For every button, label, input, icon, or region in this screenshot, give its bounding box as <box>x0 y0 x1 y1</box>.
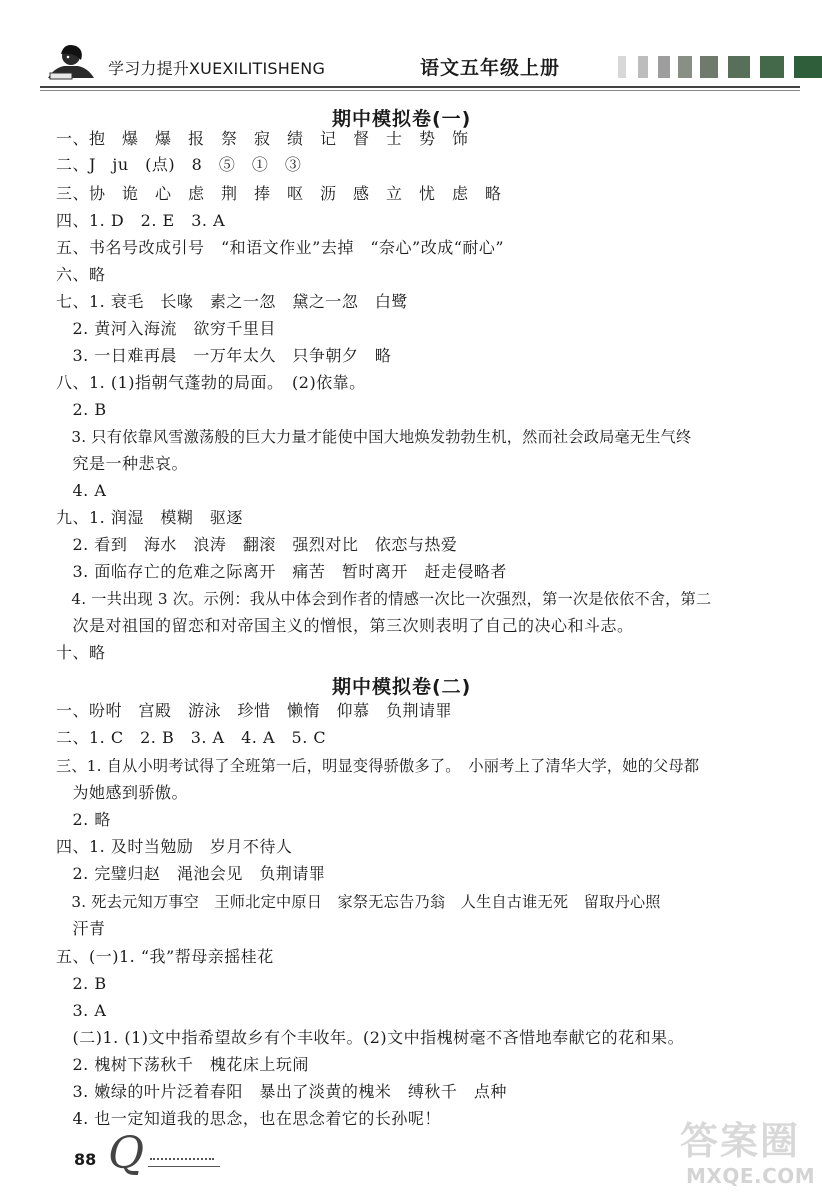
answer-line: 为她感到骄傲。 <box>56 783 189 802</box>
watermark <box>676 1110 816 1194</box>
answer-line: 汗青 <box>56 919 106 938</box>
footer-rule <box>148 1166 220 1167</box>
header-rule <box>40 86 800 88</box>
answer-line: 2. B <box>56 974 107 993</box>
answer-line: 次是对祖国的留恋和对帝国主义的憎恨，第三次则表明了自己的决心和斗志。 <box>56 616 634 635</box>
answer-line: 五、(一)1. “我”帮母亲摇桂花 <box>56 947 274 966</box>
answer-line: 一、吩咐 宫殿 游泳 珍惜 懒惰 仰慕 负荆请罪 <box>56 701 453 720</box>
decor-square <box>658 56 670 78</box>
answer-line: 4. 一共出现 3 次。示例：我从中体会到作者的情感一次比一次强烈，第一次是依依不舍，第二 <box>56 590 712 608</box>
answer-line: 十、略 <box>56 643 106 662</box>
answer-line: 究是一种悲哀。 <box>56 454 189 473</box>
answer-line: 二、J ju (点) 8 ⑤ ① ③ <box>56 155 302 174</box>
decor-square <box>618 56 626 78</box>
answer-line: 3. 死去元知万事空 王师北定中原日 家祭无忘告乃翁 人生自古谁无死 留取丹心照 <box>56 893 661 911</box>
footer-dotted-line <box>150 1158 214 1160</box>
answer-line: 六、略 <box>56 265 106 284</box>
decor-square <box>760 56 784 78</box>
brand-name: 学习力提升XUEXILITISHENG <box>108 59 326 78</box>
answer-line: 3. 只有依靠风雪激荡般的巨大力量才能使中国大地焕发勃勃生机，然而社会政局毫无生气终 <box>56 428 692 446</box>
answer-line: 2. 看到 海水 浪涛 翻滚 强烈对比 依恋与热爱 <box>56 535 458 554</box>
watermark-url: MXQE.COM <box>686 1164 816 1188</box>
book-title: 语文五年级上册 <box>420 57 561 79</box>
answer-line: (二)1. (1)文中指希望故乡有个丰收年。(2)文中指槐树毫不吝惜地奉献它的花和果。 <box>56 1028 685 1047</box>
answer-line: 4. 也一定知道我的思念，也在思念着它的长孙呢！ <box>56 1109 441 1128</box>
answer-line: 3. A <box>56 1001 107 1020</box>
header-rule-thin <box>40 90 800 91</box>
answer-line: 3. 嫩绿的叶片泛着春阳 暴出了淡黄的槐米 缚秋千 点种 <box>56 1082 507 1101</box>
answer-line: 一、抱 爆 爆 报 祭 寂 绩 记 督 士 势 饰 <box>56 129 469 148</box>
page-header <box>0 0 822 92</box>
answer-line: 3. 一日难再晨 一万年太久 只争朝夕 略 <box>56 346 392 365</box>
answer-line: 五、书名号改成引号 “和语文作业”去掉 “奈心”改成“耐心” <box>56 238 505 257</box>
decor-square <box>638 56 648 78</box>
footer-logo-q: Q <box>108 1128 145 1179</box>
section-title-midterm-1: 期中模拟卷(一) <box>332 108 472 130</box>
answer-line: 四、1. D 2. E 3. A <box>56 211 226 230</box>
answer-line: 三、协 诡 心 虑 荆 捧 呕 沥 感 立 忧 虑 略 <box>56 184 502 203</box>
decor-square <box>794 56 822 78</box>
answer-line: 2. 黄河入海流 欲穷千里目 <box>56 319 276 338</box>
answer-line: 三、1. 自从小明考试得了全班第一后，明显变得骄傲多了。 小丽考上了清华大学，她的父母都 <box>56 757 700 775</box>
answer-line: 八、1. (1)指朝气蓬勃的局面。 (2)依靠。 <box>56 373 366 392</box>
page-number: 88 <box>74 1150 97 1169</box>
decor-square <box>700 56 718 78</box>
section-title-midterm-2: 期中模拟卷(二) <box>332 676 472 698</box>
answer-line: 二、1. C 2. B 3. A 4. A 5. C <box>56 728 327 747</box>
decor-square <box>678 56 692 78</box>
answer-line: 3. 面临存亡的危难之际离开 痛苦 暂时离开 赶走侵略者 <box>56 562 507 581</box>
answer-line: 七、1. 衰毛 长喙 素之一忽 黛之一忽 白鹭 <box>56 292 408 311</box>
decor-square <box>728 56 750 78</box>
watermark-logo-text: 答案圈 <box>680 1119 801 1163</box>
student-reading-logo-icon <box>44 40 96 82</box>
answer-line: 2. 完璧归赵 渑池会见 负荆请罪 <box>56 864 326 883</box>
answer-line: 2. B <box>56 400 107 419</box>
decorative-squares <box>618 56 822 80</box>
answer-line: 四、1. 及时当勉励 岁月不待人 <box>56 837 293 856</box>
answer-line: 4. A <box>56 481 107 500</box>
answer-line: 2. 槐树下荡秋千 槐花床上玩闹 <box>56 1055 309 1074</box>
answer-line: 九、1. 润湿 模糊 驱逐 <box>56 508 243 527</box>
answer-line: 2. 略 <box>56 810 111 829</box>
